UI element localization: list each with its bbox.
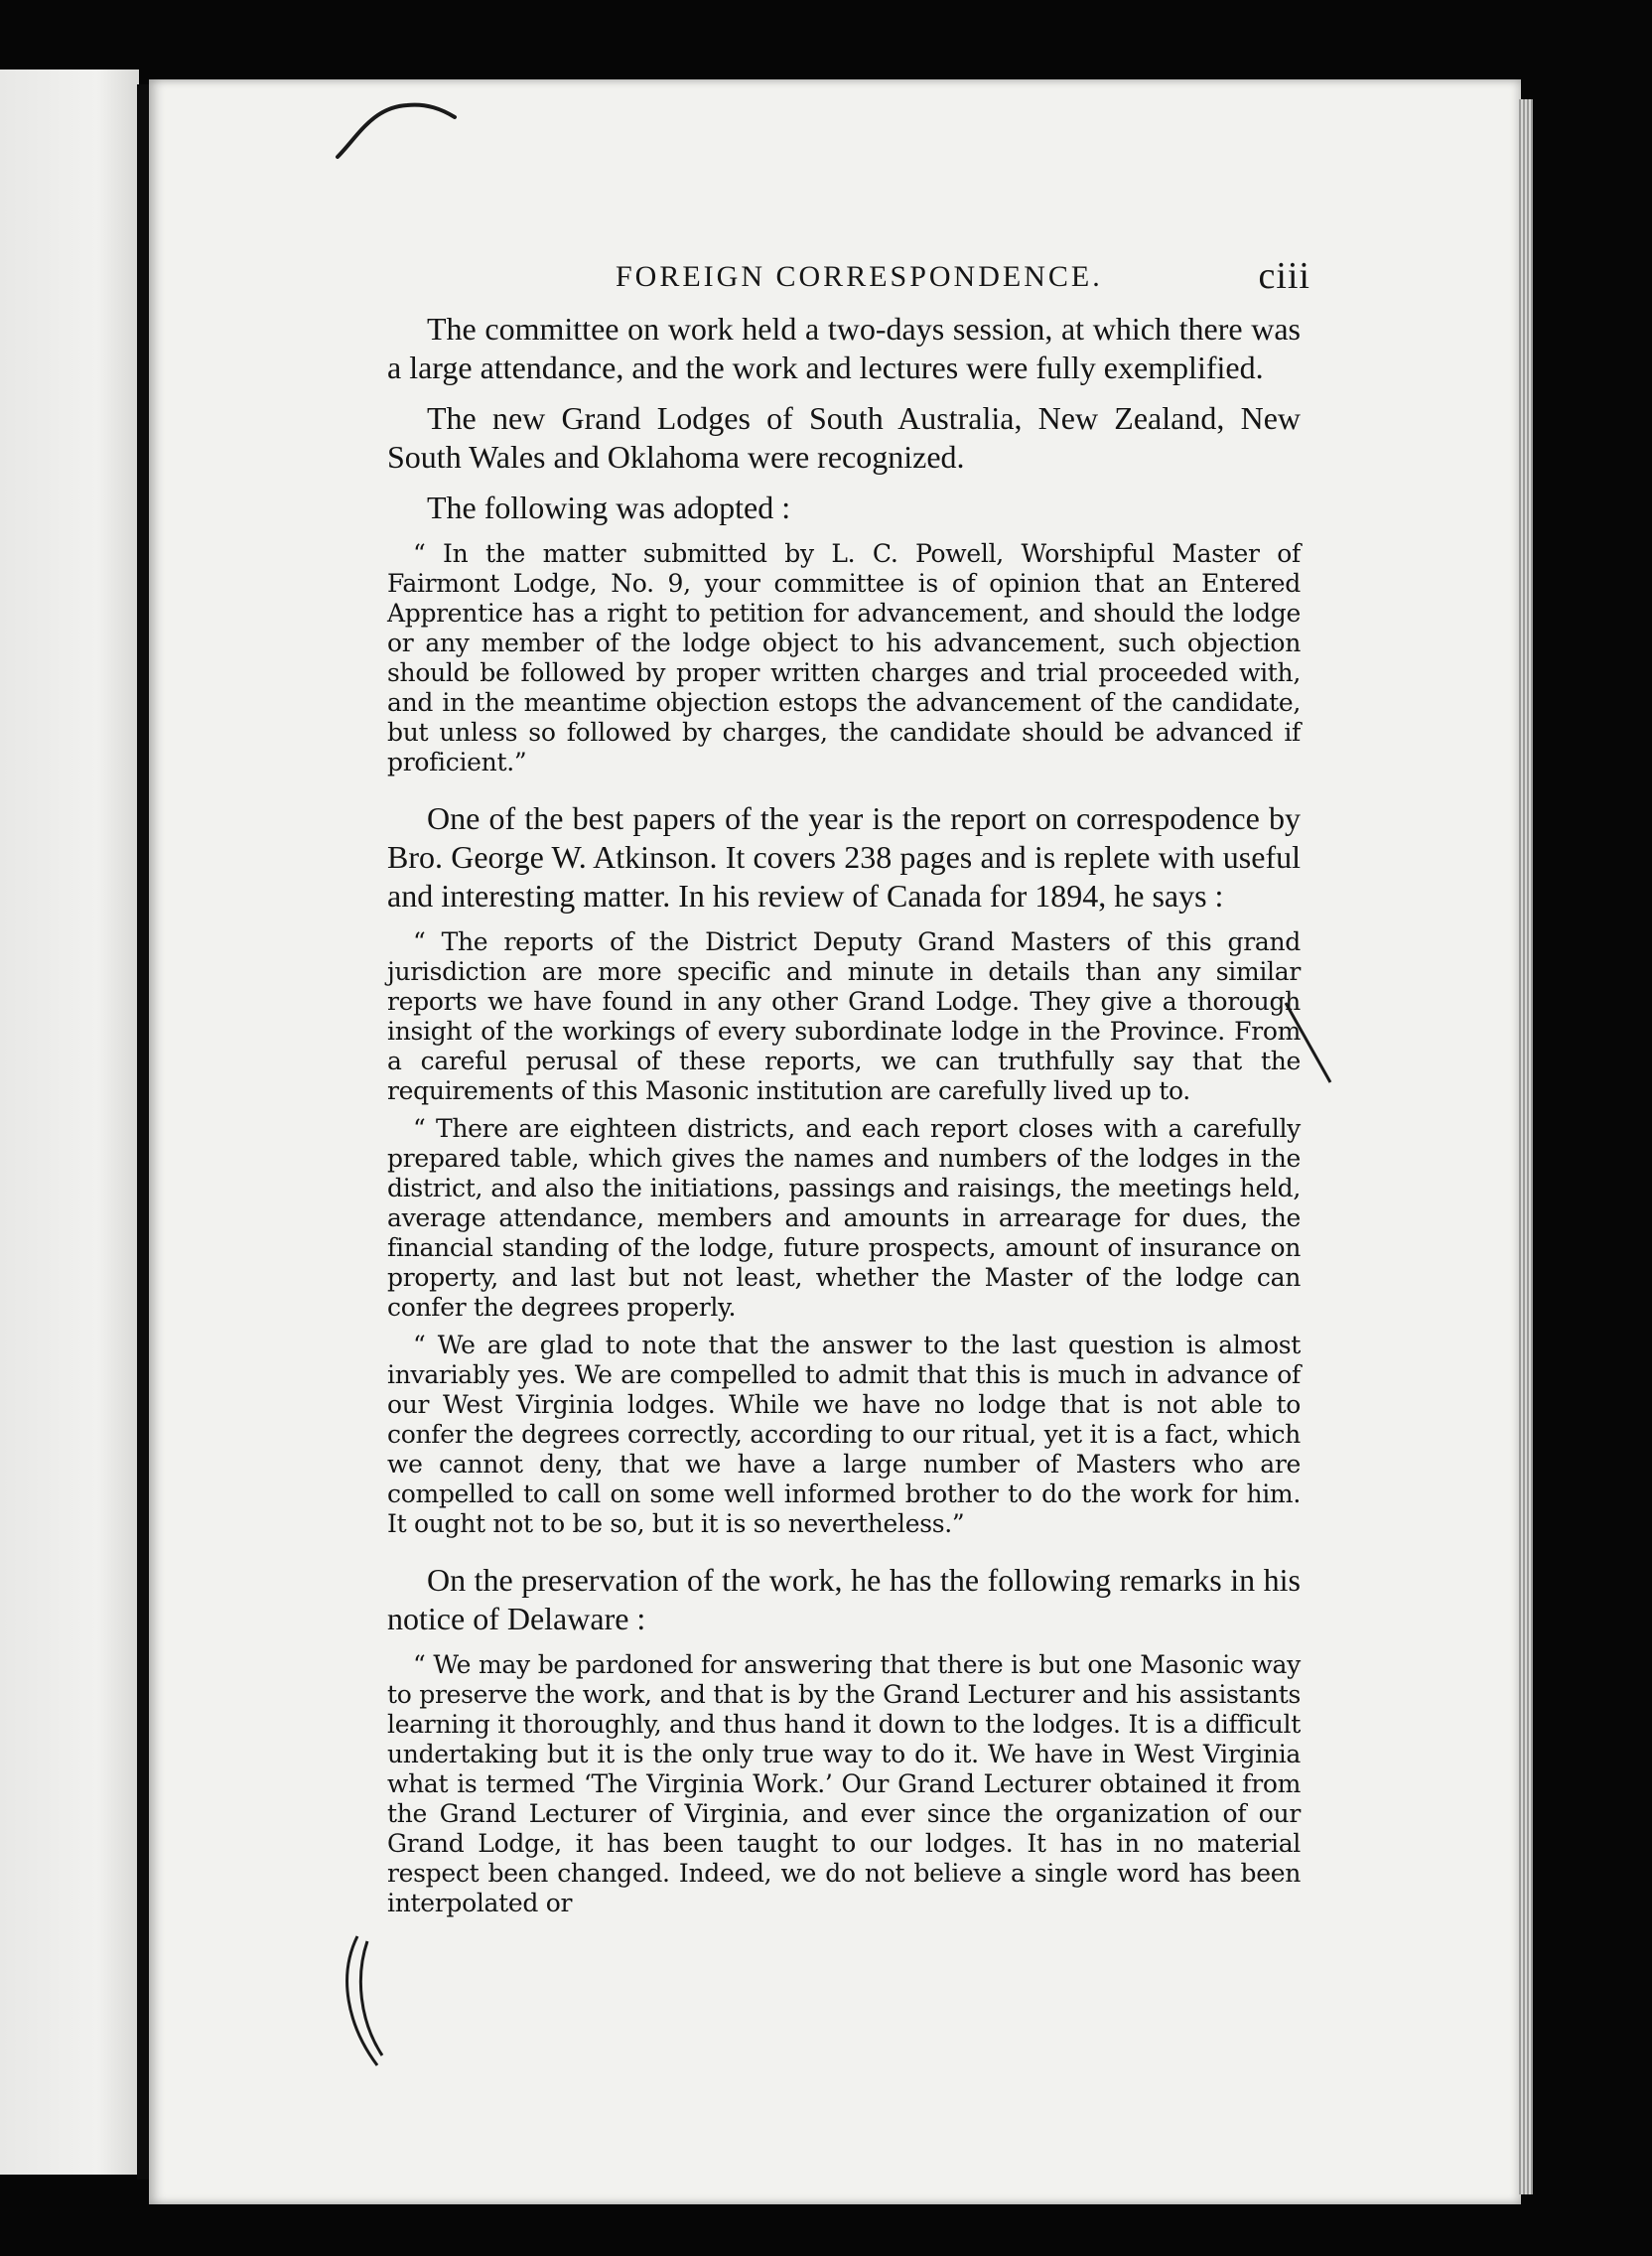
paragraph-new-grand-lodges: The new Grand Lodges of South Australia, New Zealand, New South Wales and Oklahoma were recognized. xyxy=(387,400,1301,475)
quote-powell-matter: “ In the matter submitted by L. C. Powell, Worshipful Master of Fairmont Lodge, No. 9, your committee is of opinion that an Entered Apprentice has a right to petition for advancement, and should the lodge or any member of the lodge object to his advancement, such objection should be followed by proper written charges and trial proceeded with, and in the meantime objection estops the advancement of the candidate, but unless so followed by charges, the candidate should be advanced if proficient.” xyxy=(387,539,1301,776)
quote-masonic-way: “ We may be pardoned for answering that there is but one Masonic way to preserve the work, and that is by the Grand Lecturer and his assistants learning it thoroughly, and thus hand it down to the lodges. It is a difficult undertaking but it is the only true way to do it. We have in West Virginia what is termed ‘The Virginia Work.’ Our Grand Lecturer obtained it from the Grand Lecturer of Virginia, and ever since the organization of our Grand Lodge, it has been taught to our lodges. It has in no material respect been changed. Indeed, we do not believe a single word has been interpolated or xyxy=(387,1650,1301,1917)
quote-eighteen-districts: “ There are eighteen districts, and each report closes with a carefully prepared table, which gives the names and numbers of the lodges in the district, and also the initiations, passings and raisings, the meetings held, average attendance, members and amounts in arrearage for dues, the financial standing of the lodge, future prospects, amount of insurance on property, and last but not least, whether the Master of the lodge can confer the degrees properly. xyxy=(387,1114,1301,1322)
page-header xyxy=(387,255,1310,304)
running-head: FOREIGN CORRESPONDENCE. xyxy=(616,260,1103,293)
quote-glad-to-note: “ We are glad to note that the answer to the last question is almost invariably yes. We are compelled to admit that this is much in advance of our West Virginia lodges. While we have no lodge that is not able to confer the degrees correctly, according to our ritual, yet it is a fact, which we cannot deny, that we have a large number of Masters who are compelled to call on some well informed brother to do the work for him. It ought not to be so, but it is so nevertheless.” xyxy=(387,1331,1301,1538)
paragraph-best-papers: One of the best papers of the year is the report on correspodence by Bro. George W. Atkinson. It covers 238 pages and is replete with useful and interesting matter. In his review of Canada for 1894, he says : xyxy=(387,800,1301,914)
bracket-mark xyxy=(328,1926,397,2075)
paragraph-committee-on-work: The committee on work held a two-days session, at which there was a large attendance, and the work and lectures were fully exemplified. xyxy=(387,311,1301,385)
page-number: ciii xyxy=(1258,255,1310,297)
page-body xyxy=(387,310,1301,1926)
page-stack-edge xyxy=(1519,99,1533,2194)
pen-stroke-mark xyxy=(328,97,467,167)
paragraph-following-adopted: The following was adopted : xyxy=(427,490,791,525)
facing-page-edge xyxy=(0,70,139,2175)
quote-district-reports: “ The reports of the District Deputy Grand Masters of this grand jurisdiction are more specific and minute in details than any similar reports we have found in any other Grand Lodge. They give a thorough insight of the workings of every subordinate lodge in the Province. From a careful perusal of these reports, we can truthfully say that the requirements of this Masonic institution are carefully lived up to. xyxy=(387,927,1301,1105)
paragraph-preservation-of-work: On the preservation of the work, he has the following remarks in his notice of Delaware : xyxy=(387,1562,1301,1636)
